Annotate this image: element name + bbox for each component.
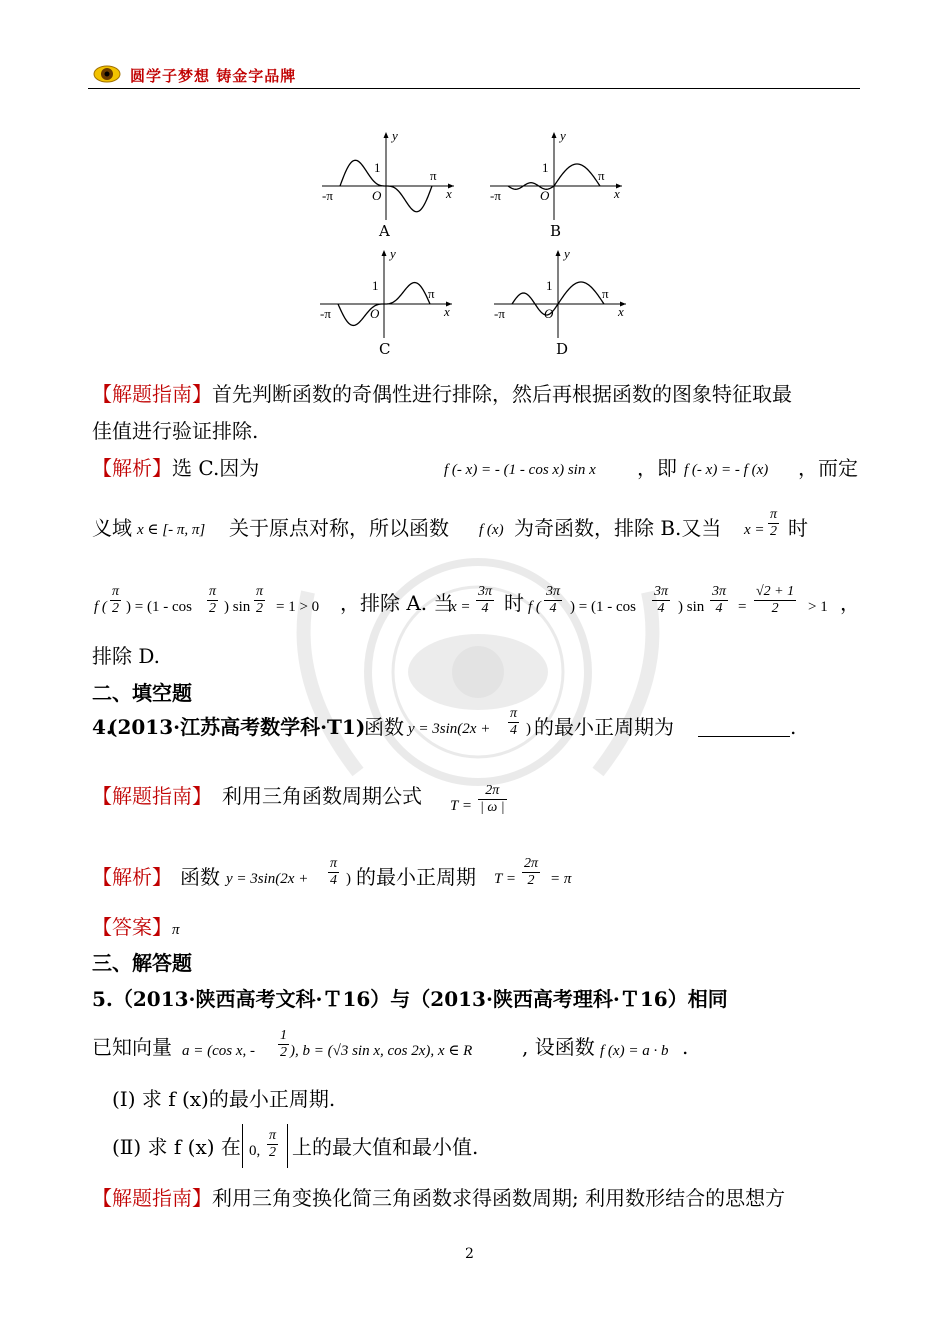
q5-part2: (Ⅱ) 求 f (x) 在 0, $\frac{\pi}{2}$ 上的最大值和最小值.	[112, 1132, 612, 1172]
page-header	[88, 62, 860, 89]
equation-odd: f (- x) = - f (x)	[684, 462, 769, 478]
graph-b	[488, 128, 628, 223]
q4-guide: 【解题指南】 利用三角函数周期公式 T = $\frac{2\pi}{| \omega |}$	[92, 783, 505, 815]
q4-question: 4. (2013·江苏高考数学科·T1) 函数 y = 3sin(2x + $\frac{\pi}{4}$ ) 的最小正周期为 .	[92, 712, 862, 752]
text-erding: ，而定	[798, 456, 858, 480]
solution-text: 选 C.因为	[172, 456, 260, 480]
y-axis-label: y	[564, 246, 570, 261]
right-tick-label: π	[428, 286, 435, 301]
guide-tag: 【解题指南】	[92, 382, 212, 406]
page-number: 2	[465, 1246, 474, 1262]
left-tick-label: -π	[490, 188, 501, 203]
y-axis-arrow-icon	[556, 250, 561, 256]
origin-label: O	[372, 188, 382, 203]
right-tick-label: π	[430, 168, 437, 183]
graph-label-c: C	[379, 340, 391, 358]
q4-solution: 【解析】 函数 y = 3sin(2x + $\frac{\pi}{4}$ ) 的最小正周期 T = $\frac{2\pi}{2}$ = π	[92, 856, 572, 889]
interval-bracket: 0, $\frac{\pi}{2}$	[242, 1124, 288, 1168]
origin-label: O	[540, 188, 550, 203]
left-tick-label: -π	[322, 188, 333, 203]
y-axis-label: y	[390, 246, 396, 261]
solution-tag: 【解析】	[92, 456, 172, 480]
graph-d	[492, 246, 632, 341]
q5-statement: 已知向量 a = (cos x, - $\frac{1}{2}$ ), b = (√3 sin x, cos 2x), x ∈ R , 设函数 f (x) = a · b .	[92, 1028, 689, 1060]
guide-text: 首先判断函数的奇偶性进行排除，然后再根据函数的图象特征取最	[212, 382, 792, 406]
q5-guide: 【解题指南】利用三角变换化简三角函数求得函数周期; 利用数形结合的思想方	[92, 1186, 786, 1210]
section-answer-title: 三、解答题	[92, 951, 192, 975]
right-tick-label: π	[598, 168, 605, 183]
q3-solution-line1	[92, 453, 862, 483]
graph-label-b: B	[550, 222, 562, 240]
fraction-pi-over-2: $\frac{\pi}{2}$	[770, 507, 778, 539]
q3-solution-line2: 义域 x ∈ [- π, π] 关于原点对称，所以函数 f (x) 为奇函数，排除 B.又当 x = $\frac{\pi}{2}$ 时	[92, 513, 862, 553]
y-axis-label: y	[560, 128, 566, 143]
q4-source: (2013·江苏高考数学科·T1)	[108, 715, 366, 739]
q3-solution-line4: 排除 D.	[92, 644, 161, 668]
origin-label: O	[370, 306, 380, 321]
text-ji: ，即	[637, 456, 677, 480]
x-axis-label: x	[614, 186, 620, 201]
q5-title: 5.（2013·陕西高考文科·Ｔ16）与（2013·陕西高考理科·Ｔ16）相同	[92, 987, 728, 1011]
x-axis-label: x	[446, 186, 452, 201]
graph-label-a: A	[379, 222, 390, 240]
one-label: 1	[542, 160, 549, 175]
header-slogan: 圆学子梦想 铸金字品牌	[130, 67, 297, 85]
origin-label: O	[544, 306, 554, 321]
left-tick-label: -π	[494, 306, 505, 321]
one-label: 1	[546, 278, 553, 293]
x-axis-label: x	[444, 304, 450, 319]
eye-logo-icon	[92, 64, 122, 84]
answer-blank	[698, 718, 790, 737]
y-axis-arrow-icon	[384, 132, 389, 138]
q3-guide-line1	[92, 379, 792, 409]
graph-a	[320, 128, 460, 223]
x-axis-label: x	[618, 304, 624, 319]
y-axis-arrow-icon	[382, 250, 387, 256]
y-axis-label: y	[392, 128, 398, 143]
section-fill-in-title: 二、填空题	[92, 681, 192, 705]
q4-answer: 【答案】π	[92, 915, 180, 939]
q3-solution-line3: f ( $\frac{\pi}{2}$ ) = (1 - cos $\frac{\pi}{2}$ ) sin $\frac{\pi}{2}$ = 1 > 0 ，排除 A. 当 x = $\frac{3\pi}{4}$ 时 f ( $\frac{3\pi}{4}$ ) = (1 - cos $\frac{3\pi}{4}$ ) sin $\frac{3\pi}{4}$ = $\frac{√2 + 1}{2}$ > 1 ，	[94, 584, 860, 616]
q5-part1: (Ⅰ) 求 f (x)的最小正周期.	[112, 1087, 336, 1111]
graph-c	[318, 246, 458, 341]
y-axis-arrow-icon	[552, 132, 557, 138]
right-tick-label: π	[602, 286, 609, 301]
graph-label-d: D	[556, 340, 569, 358]
left-tick-label: -π	[320, 306, 331, 321]
one-label: 1	[374, 160, 381, 175]
one-label: 1	[372, 278, 379, 293]
q3-guide-line2: 佳值进行验证排除.	[92, 419, 259, 443]
domain-interval: x ∈ [- π, π]	[137, 522, 206, 538]
equation-f-neg-x: f (- x) = - (1 - cos x) sin x	[444, 462, 596, 478]
